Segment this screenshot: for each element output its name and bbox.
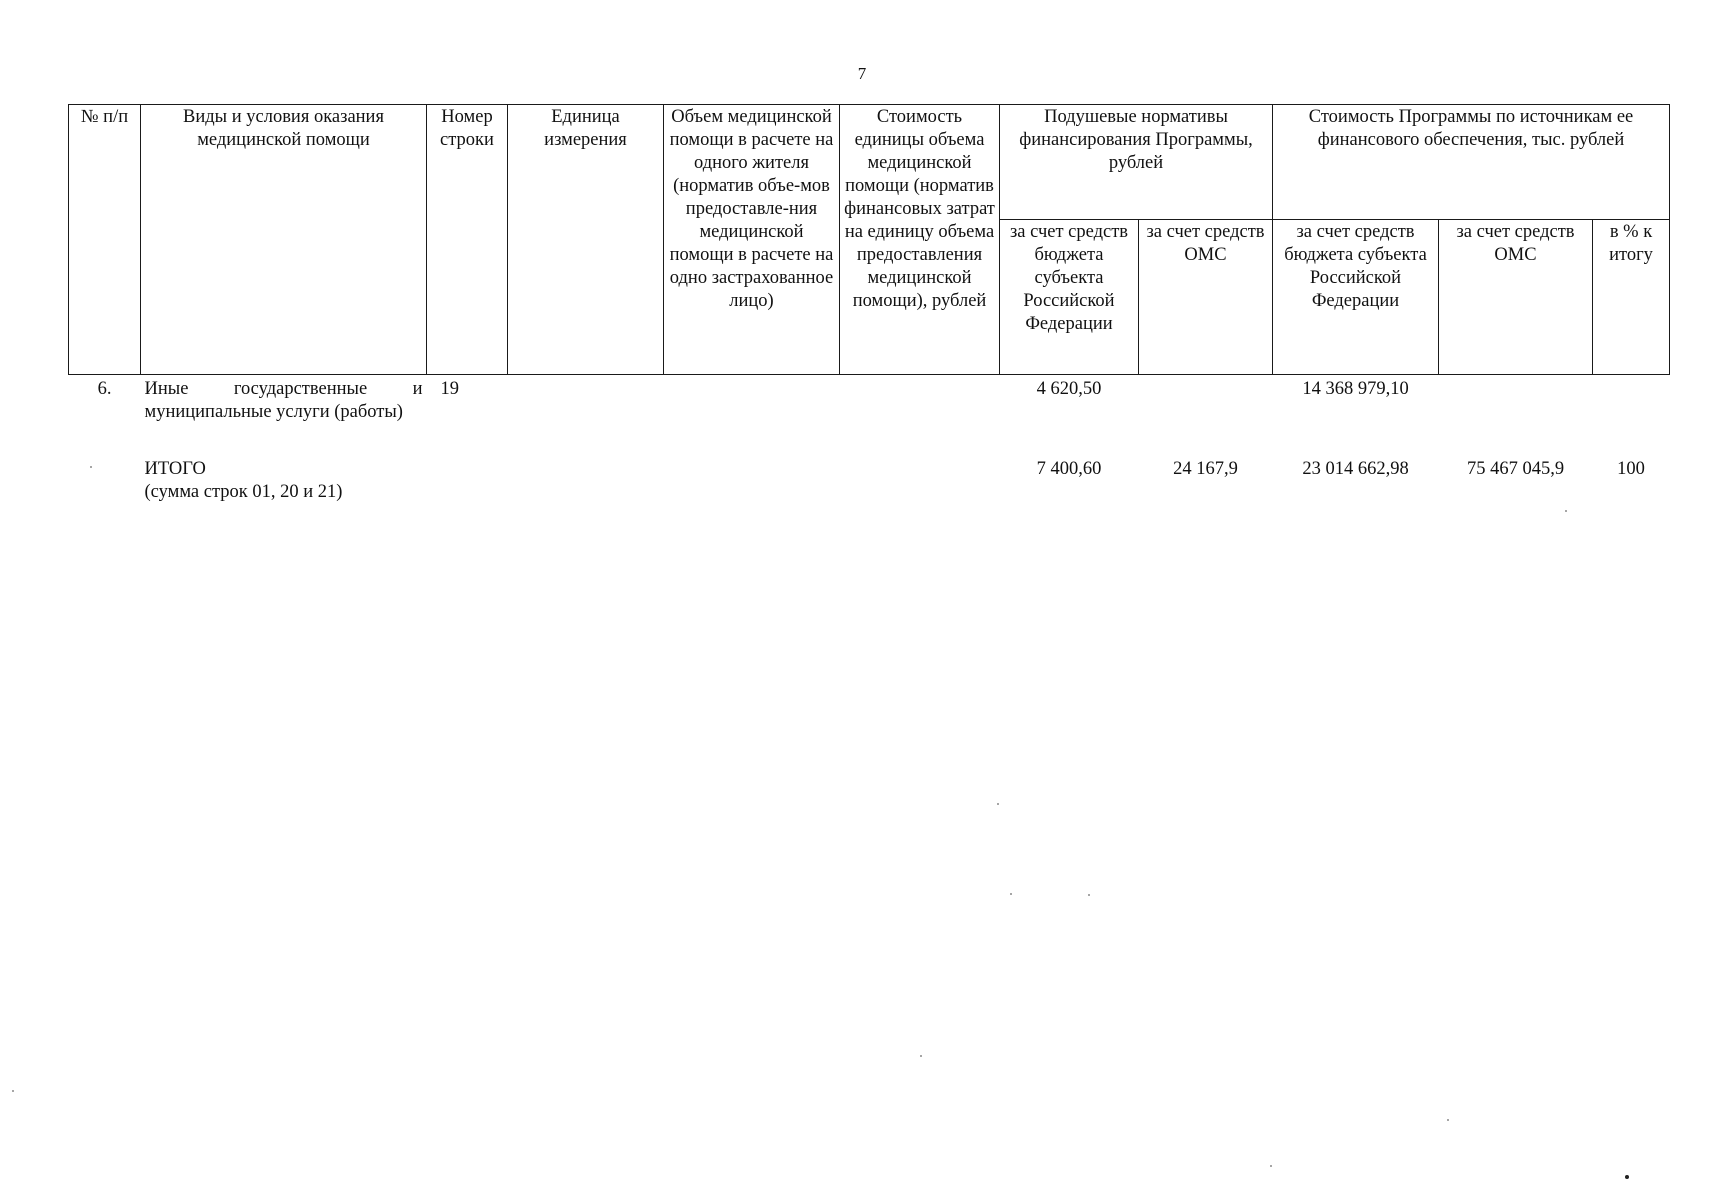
header-cost: Стоимость единицы объема медицинской помощи (норматив финансовых затрат на единицу объема предоставления медицинской помощи), рублей bbox=[840, 105, 1000, 375]
row-volume bbox=[664, 375, 840, 425]
scan-speck bbox=[90, 466, 92, 468]
row-per-capita-budget: 7 400,60 bbox=[1036, 459, 1102, 479]
header-line-no: Номер строки bbox=[427, 105, 508, 375]
row-percent: 100 bbox=[1617, 459, 1645, 479]
header-types: Виды и условия оказания медицинской помощи bbox=[141, 105, 427, 375]
row-description-line: Иные государственные и bbox=[144, 379, 423, 399]
header-program-budget: за счет средств бюджета субъекта Российской Федерации bbox=[1273, 220, 1439, 375]
row-volume bbox=[664, 424, 840, 504]
header-percent: в % к итогу bbox=[1593, 220, 1670, 375]
row-description-line: муниципальные услуги (работы) bbox=[144, 402, 403, 422]
row-program-budget: 14 368 979,10 bbox=[1302, 379, 1409, 399]
scan-speck bbox=[1270, 1165, 1272, 1167]
row-description-line: ИТОГО bbox=[144, 459, 206, 479]
scan-speck bbox=[920, 1055, 922, 1057]
row-description bbox=[141, 375, 427, 425]
row-program-oms bbox=[1439, 375, 1593, 425]
page-number: 7 bbox=[857, 64, 867, 83]
row-num bbox=[69, 424, 141, 504]
header-program-oms: за счет средств ОМС bbox=[1439, 220, 1593, 375]
row-cost bbox=[840, 424, 1000, 504]
scan-speck bbox=[1010, 893, 1012, 895]
row-per-capita-oms: 24 167,9 bbox=[1173, 459, 1238, 479]
scan-speck bbox=[1565, 510, 1567, 512]
table-row-total bbox=[69, 424, 1670, 504]
scan-speck bbox=[12, 1090, 14, 1092]
header-per-capita: Подушевые нормативы финансирования Программы, рублей bbox=[1000, 105, 1273, 220]
table-header bbox=[69, 105, 1670, 375]
row-description-line: (сумма строк 01, 20 и 21) bbox=[144, 482, 343, 502]
row-num: 6. bbox=[97, 379, 112, 399]
row-program-budget: 23 014 662,98 bbox=[1302, 459, 1409, 479]
header-unit: Единица измерения bbox=[508, 105, 664, 375]
scan-speck bbox=[1625, 1175, 1629, 1179]
row-per-capita-budget: 4 620,50 bbox=[1036, 379, 1102, 399]
row-line-no: 19 bbox=[440, 379, 459, 399]
row-line-no bbox=[427, 424, 508, 504]
scan-speck bbox=[1088, 894, 1090, 896]
row-percent bbox=[1593, 375, 1670, 425]
header-volume: Объем медицинской помощи в расчете на одного жителя (норматив объе-мов предоставле-ния медицинской помощи в расчете на одно застрахованное лицо) bbox=[664, 105, 840, 375]
row-unit bbox=[508, 424, 664, 504]
row-unit bbox=[508, 375, 664, 425]
row-description bbox=[141, 424, 427, 504]
header-per-capita-budget: за счет средств бюджета субъекта Российской Федерации bbox=[1000, 220, 1139, 375]
header-program-cost: Стоимость Программы по источникам ее финансового обеспечения, тыс. рублей bbox=[1273, 105, 1670, 220]
header-num: № п/п bbox=[69, 105, 141, 375]
row-per-capita-oms bbox=[1139, 375, 1273, 425]
table-row bbox=[69, 375, 1670, 425]
financing-table bbox=[68, 104, 1670, 504]
scan-speck bbox=[997, 803, 999, 805]
row-cost bbox=[840, 375, 1000, 425]
header-per-capita-oms: за счет средств ОМС bbox=[1139, 220, 1273, 375]
scan-speck bbox=[1447, 1119, 1449, 1121]
row-program-oms: 75 467 045,9 bbox=[1466, 459, 1565, 479]
